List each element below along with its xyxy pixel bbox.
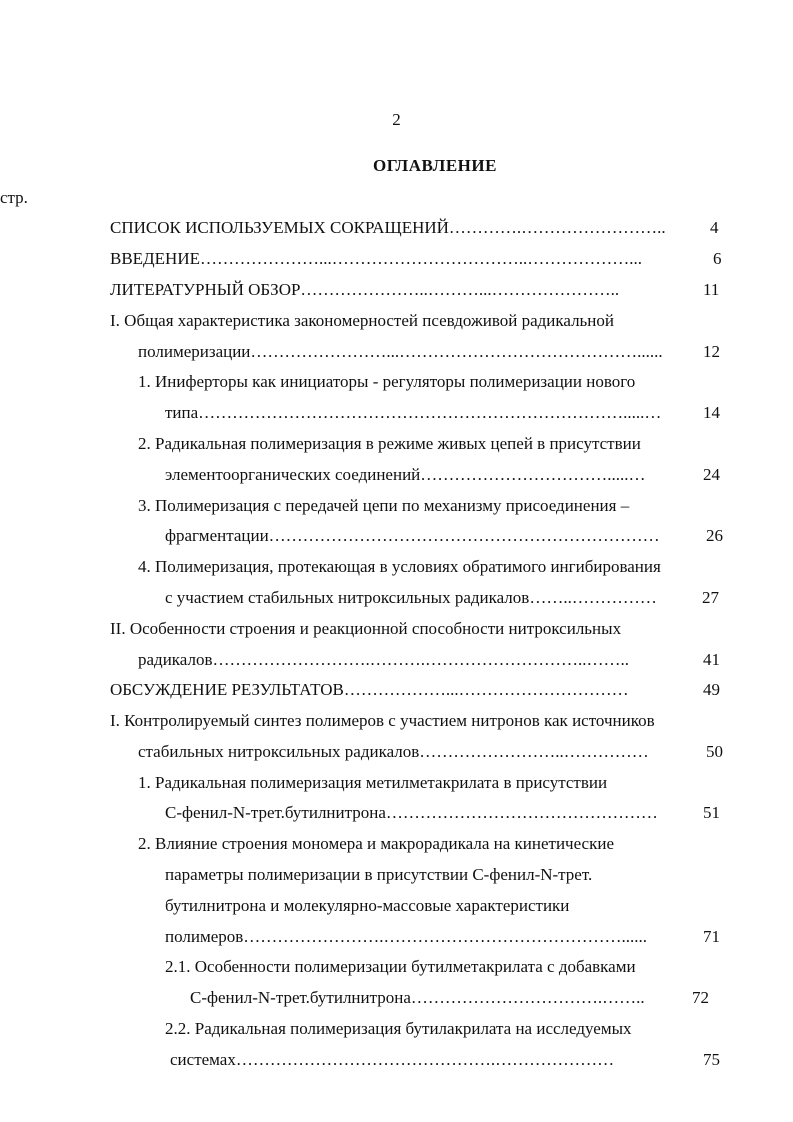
page-column-label: стр. [0,188,28,207]
toc-entry-text: ВВЕДЕНИЕ…………………...……………………………..………………... [110,249,642,268]
toc-entry-discussion-1-cont [0,742,793,762]
toc-entry-page: 11 [703,280,720,299]
toc-entry-d-sub-2-2-cont [0,1050,793,1070]
toc-entry-text: 4. Полимеризация, протекающая в условиях обратимого ингибирования [138,557,661,576]
toc-entry-sub-1 [0,372,793,392]
toc-entry-page: 71 [703,927,720,946]
toc-entry-sub-3-cont [0,526,793,546]
toc-entry-text: 2.1. Особенности полимеризации бутилметакрилата с добавками [165,957,636,976]
toc-entry-text: II. Особенности строения и реакционной способности нитроксильных [110,619,622,638]
toc-entry-text: фрагментации…………………………………………………………… [165,526,660,545]
toc-entry-text: С-фенил-N-трет.бутилнитрона………………………………………… [165,803,658,822]
toc-entry-text: СПИСОК ИСПОЛЬЗУЕМЫХ СОКРАЩЕНИЙ………….…………………….. [110,218,666,237]
toc-entry-text: с участием стабильных нитроксильных радикалов……..…………… [165,588,657,607]
toc-entry-text: полимеризации……………………...……………………………………...... [138,342,663,361]
toc-entry-text: 2. Влияние строения мономера и макрорадикала на кинетические [138,834,615,853]
toc-entry-text: 1. Иниферторы как инициаторы - регуляторы полимеризации нового [138,372,636,391]
toc-entry-section-2-cont [0,650,793,670]
toc-entry-text: С-фенил-N-трет.бутилнитрона…………………………….…….. [190,988,645,1007]
toc-entry-page: 51 [703,803,720,822]
toc-entry-d-sub-1-cont [0,803,793,823]
toc-entry-text: I. Общая характеристика закономерностей псевдоживой радикальной [110,311,615,330]
toc-entry-discussion-1 [0,711,793,731]
toc-entry-section-2 [0,619,793,639]
toc-entry-introduction [0,249,793,269]
toc-entry-page: 49 [703,680,720,699]
toc-entry-abbreviations [0,218,793,238]
toc-entry-text: 1. Радикальная полимеризация метилметакрилата в присутствии [138,773,608,792]
toc-entry-d-sub-2-1-cont [0,988,793,1008]
toc-entry-text: типа………………………………………………………………….....… [165,403,662,422]
toc-entry-page: 72 [692,988,709,1007]
toc-entry-text: 2.2. Радикальная полимеризация бутилакрилата на исследуемых [165,1019,632,1038]
toc-entry-page: 50 [706,742,723,761]
toc-entry-sub-4 [0,557,793,577]
toc-entry-sub-3 [0,496,793,516]
toc-title: ОГЛАВЛЕНИЕ [373,156,497,175]
toc-entry-text: элементоорганических соединений…………………………….....… [165,465,646,484]
toc-entry-page: 14 [703,403,720,422]
toc-entry-text: полимеров…………………….……………………………………...... [165,927,648,946]
toc-entry-page: 4 [710,218,719,237]
toc-entry-d-sub-2-2 [0,1019,793,1039]
toc-entry-d-sub-2-1 [0,957,793,977]
toc-entry-d-sub-2 [0,834,793,854]
toc-entry-sub-1-cont [0,403,793,423]
toc-entry-text: ЛИТЕРАТУРНЫЙ ОБЗОР…………………..………...………………….. [110,280,620,299]
toc-entry-section-1-cont [0,342,793,362]
toc-entry-text: бутилнитрона и молекулярно-массовые характеристики [165,896,570,915]
toc-entry-text: 2. Радикальная полимеризация в режиме живых цепей в присутствии [138,434,641,453]
toc-entry-discussion [0,680,793,700]
toc-entry-text: I. Контролируемый синтез полимеров с участием нитронов как источников [110,711,655,730]
toc-entry-d-sub-2-line2 [0,865,793,885]
toc-entry-page: 41 [703,650,720,669]
toc-entry-sub-2-cont [0,465,793,485]
toc-entry-page: 75 [703,1050,720,1069]
toc-entry-d-sub-2-line3 [0,896,793,916]
toc-entry-literature-review [0,280,793,300]
toc-entry-page: 27 [702,588,719,607]
toc-entry-page: 26 [706,526,723,545]
toc-entry-sub-2 [0,434,793,454]
toc-entry-d-sub-1 [0,773,793,793]
toc-entry-section-1 [0,311,793,331]
toc-entry-page: 6 [713,249,722,268]
toc-entry-text: 3. Полимеризация с передачей цепи по механизму присоединения – [138,496,630,515]
toc-entry-text: ОБСУЖДЕНИЕ РЕЗУЛЬТАТОВ………………...………………………… [110,680,629,699]
toc-entry-text: параметры полимеризации в присутствии С-фенил-N-трет. [165,865,593,884]
toc-entry-text: радикалов……………………….……….………………………..…….. [138,650,629,669]
page-number: 2 [392,110,401,129]
toc-entry-d-sub-2-line4 [0,927,793,947]
toc-entry-sub-4-cont [0,588,793,608]
toc-entry-page: 24 [703,465,720,484]
toc-entry-text: системах……………………………………….………………… [170,1050,615,1069]
toc-entry-page: 12 [703,342,720,361]
toc-entry-text: стабильных нитроксильных радикалов……………………..…………… [138,742,649,761]
